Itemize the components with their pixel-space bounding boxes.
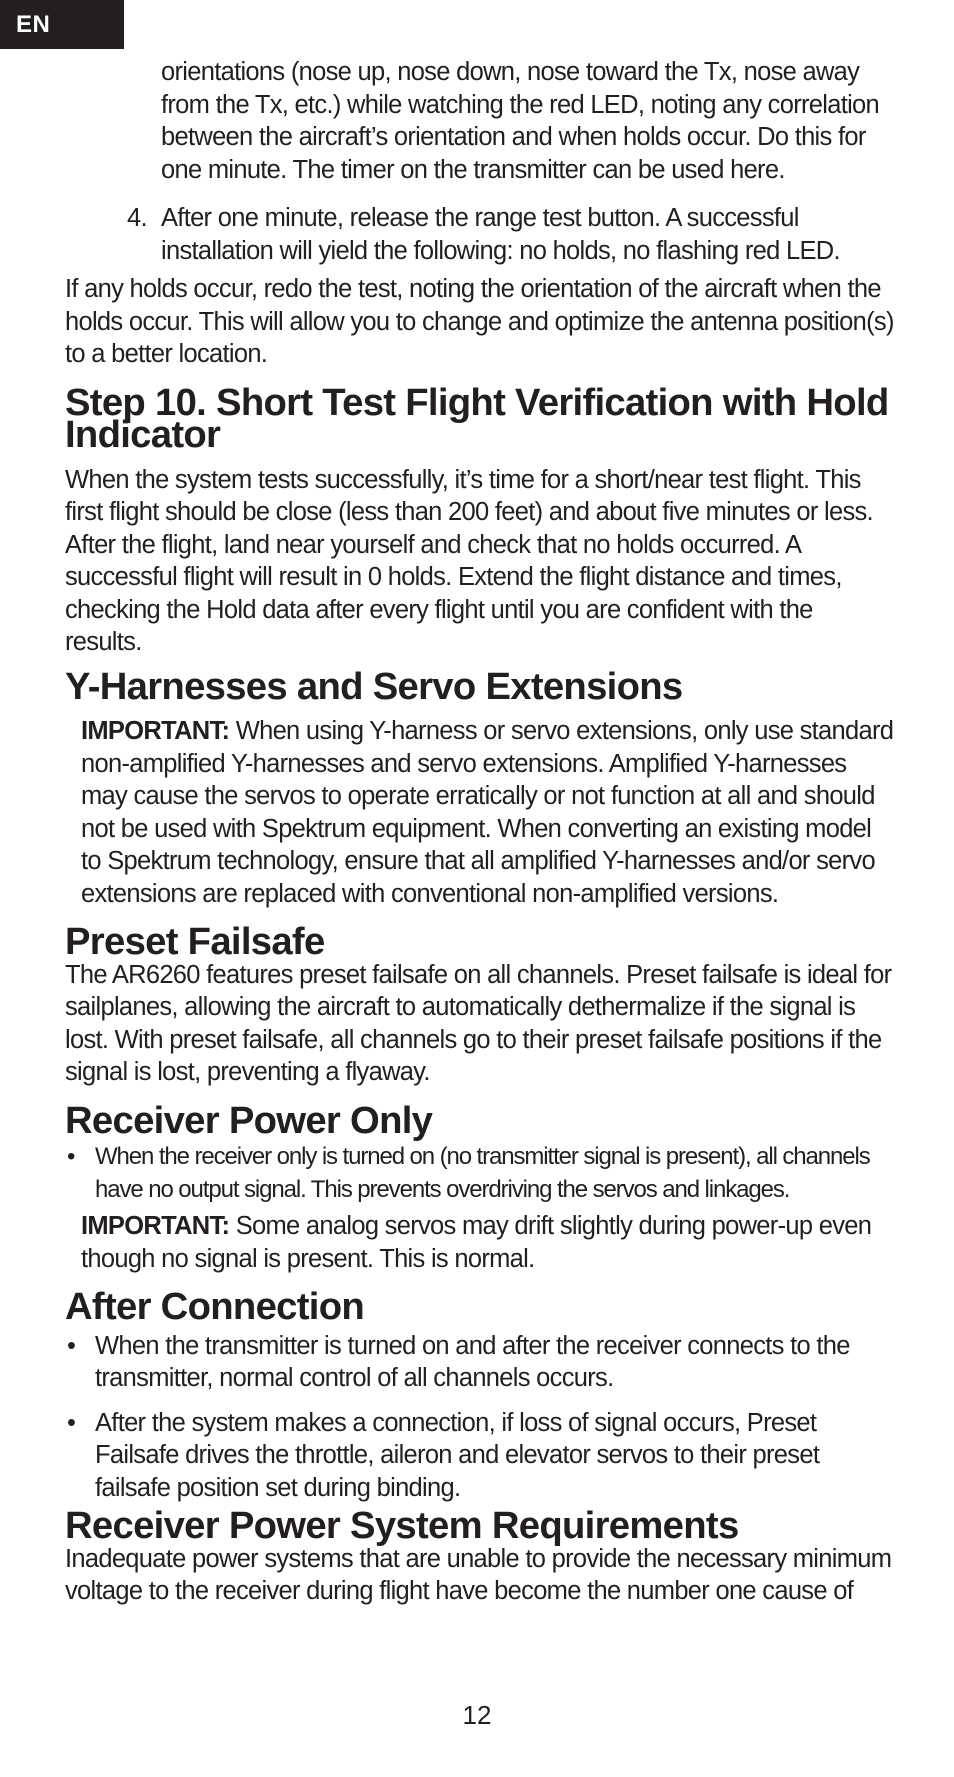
receiver-power-important-text: Some analog servos may drift slightly during power-up even though no signal is present. This is normal. [81,1212,872,1273]
power-requirements-heading: Receiver Power System Requirements [65,1504,739,1547]
preset-failsafe-heading: Preset Failsafe [65,920,325,963]
step-10-heading: Step 10. Short Test Flight Verification with Hold Indicator [65,380,889,456]
bullet-icon: • [67,1331,76,1360]
receiver-power-important-note [81,1210,895,1275]
receiver-power-only-heading: Receiver Power Only [65,1098,433,1142]
receiver-power-only-bullet [65,1141,895,1206]
after-connection-bullet-1 [65,1330,895,1395]
after-connection-heading: After Connection [65,1285,365,1328]
important-label: IMPORTANT: [81,717,230,745]
y-harness-heading: Y-Harnesses and Servo Extensions [65,664,683,708]
bullet-icon: • [67,1143,75,1170]
preset-failsafe-text: The AR6260 features preset failsafe on all channels. Preset failsafe is ideal for sailplanes, allowing the aircraft to automatically dethermalize if the signal is lost. With preset failsafe, all channels go to their preset failsafe positions if the signal is lost, preventing a flyaway. [65,960,892,1086]
important-label: IMPORTANT: [81,1212,230,1240]
bullet-icon: • [67,1408,76,1437]
holds-paragraph: If any holds occur, redo the test, noting the orientation of the aircraft when the holds occur. This will allow you to change and optimize the antenna position(s) to a better location. [65,275,894,368]
page-number: 12 [462,1700,492,1730]
step-4-number: 4. [127,204,147,232]
y-harness-important-text: When using Y-harness or servo extensions, only use standard non-amplified Y-harnesses and servo extensions. Amplified Y-harnesses may cause the servos to operate erratically or not function at all and should not be used with Spektrum equipment. When converting an existing model to Spektrum technology, ensure that all amplified Y-harnesses and/or servo extensions are replaced with conventional non-amplified versions. [81,717,894,908]
language-tab-label: EN [16,10,51,38]
receiver-power-only-bullet-text: When the receiver only is turned on (no transmitter signal is present), all channels have no output signal. This prevents overdriving the servos and linkages. [95,1143,870,1203]
language-tab [0,0,124,49]
after-connection-bullet-1-text: When the transmitter is turned on and after the receiver connects to the transmitter, normal control of all channels occurs. [95,1331,850,1392]
continued-step-text: orientations (nose up, nose down, nose toward the Tx, nose away from the Tx, etc.) while watching the red LED, noting any correlation between the aircraft’s orientation and when holds occur. Do this for one minute. The timer on the transmitter can be used here. [161,58,880,184]
after-connection-bullet-2-text: After the system makes a connection, if loss of signal occurs, Preset Failsafe drives the throttle, aileron and elevator servos to their preset failsafe position set during binding. [95,1408,820,1502]
y-harness-important-note [81,715,895,910]
after-connection-bullet-2 [65,1407,895,1505]
step-10-text: When the system tests successfully, it’s time for a short/near test flight. This first flight should be close (less than 200 feet) and about five minutes or less. After the flight, land near yourself and check that no holds occurred. A successful flight will result in 0 holds. Extend the flight distance and times, checking the Hold data after every flight until you are confident with the results. [65,465,873,656]
step-4-item [127,202,895,267]
page-content [65,56,895,1608]
power-requirements-text: Inadequate power systems that are unable to provide the necessary minimum voltage to the receiver during flight have become the number one cause of [65,1544,892,1605]
step-4-text: After one minute, release the range test button. A successful installation will yield the following: no holds, no flashing red LED. [161,204,840,265]
